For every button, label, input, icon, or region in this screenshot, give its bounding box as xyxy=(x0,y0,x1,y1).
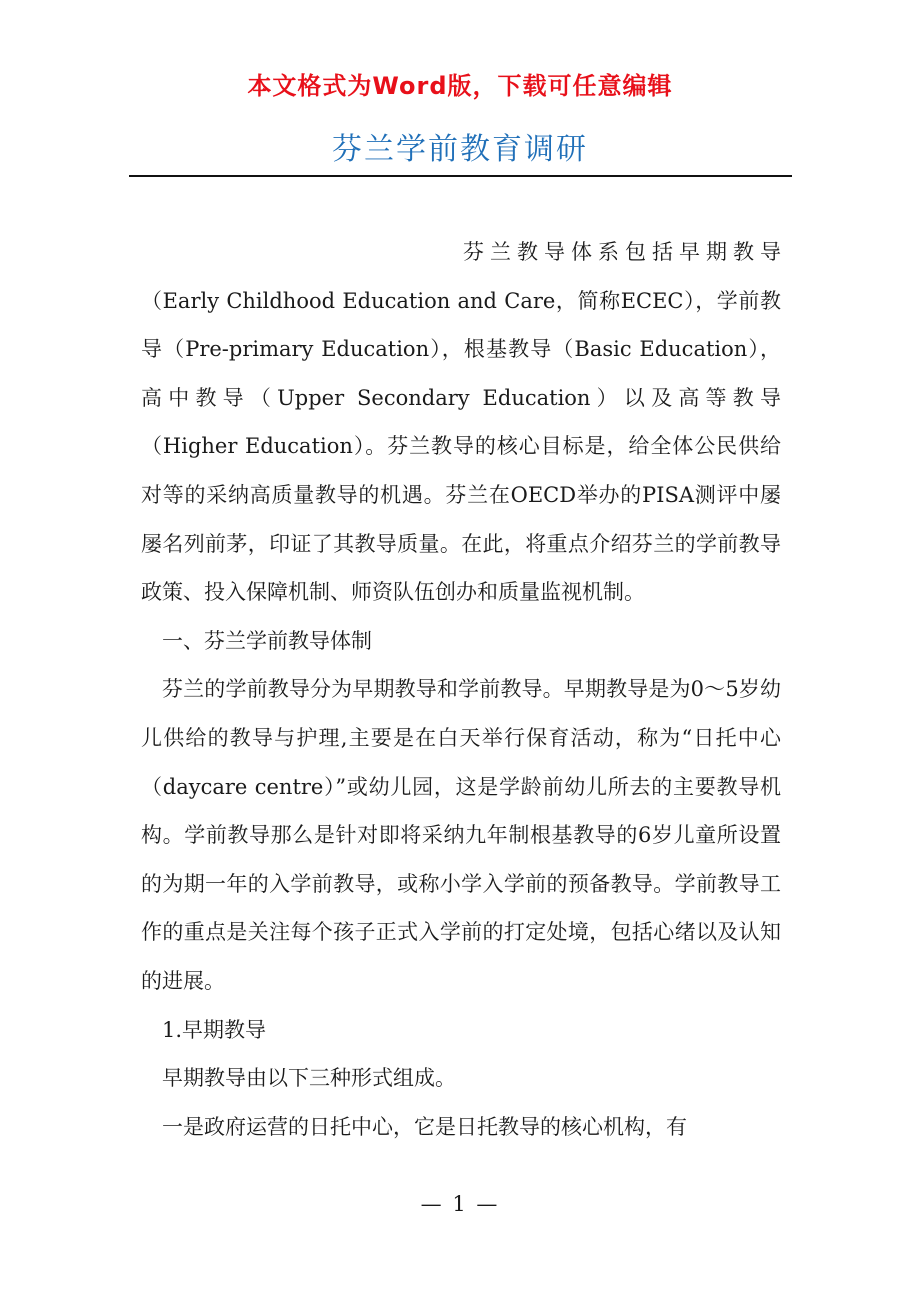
page-number: — 1 — xyxy=(420,1192,500,1216)
format-notice: 本文格式为Word版，下载可任意编辑 xyxy=(247,72,673,100)
intro-paragraph: 芬兰教导体系包括早期教导（Early Childhood Education and Care，简称ECEC），学前教导（Pre-primary Education），根基教导（Basic Education），高中教导（Upper Secondary Education）以及高等教导（Higher Education）。芬兰教导的核心目标是，给全体公民供给对等的采纳高质量教导的机遇。芬兰在OECD举办的PISA测评中屡屡名列前茅，印证了其教导质量。在此，将重点介绍芬兰的学前教导政策、投入保障机制、师资队伍创办和质量监视机制。 xyxy=(141,240,781,605)
document-body xyxy=(141,228,781,1151)
title-divider xyxy=(129,175,792,177)
section-heading: 一、芬兰学前教导体制 xyxy=(162,628,372,653)
body-paragraph: 芬兰的学前教导分为早期教导和学前教导。早期教导是为0～5岁幼儿供给的教导与护理,主要是在白天举行保育活动，称为“日托中心（daycare centre）”或幼儿园，这是学龄前幼儿所去的主要教导机构。学前教导那么是针对即将采纳九年制根基教导的6岁儿童所设置的为期一年的入学前教导，或称小学入学前的预备教导。学前教导工作的重点是关注每个孩子正式入学前的打定处境，包括心绪以及认知的进展。 xyxy=(141,677,781,993)
body-paragraph: 早期教导由以下三种形式组成。 xyxy=(162,1066,456,1091)
document-title: 芬兰学前教育调研 xyxy=(332,132,588,167)
subsection-heading: 1.早期教导 xyxy=(162,1017,267,1042)
body-paragraph: 一是政府运营的日托中心，它是日托教导的核心机构，有 xyxy=(162,1114,687,1139)
